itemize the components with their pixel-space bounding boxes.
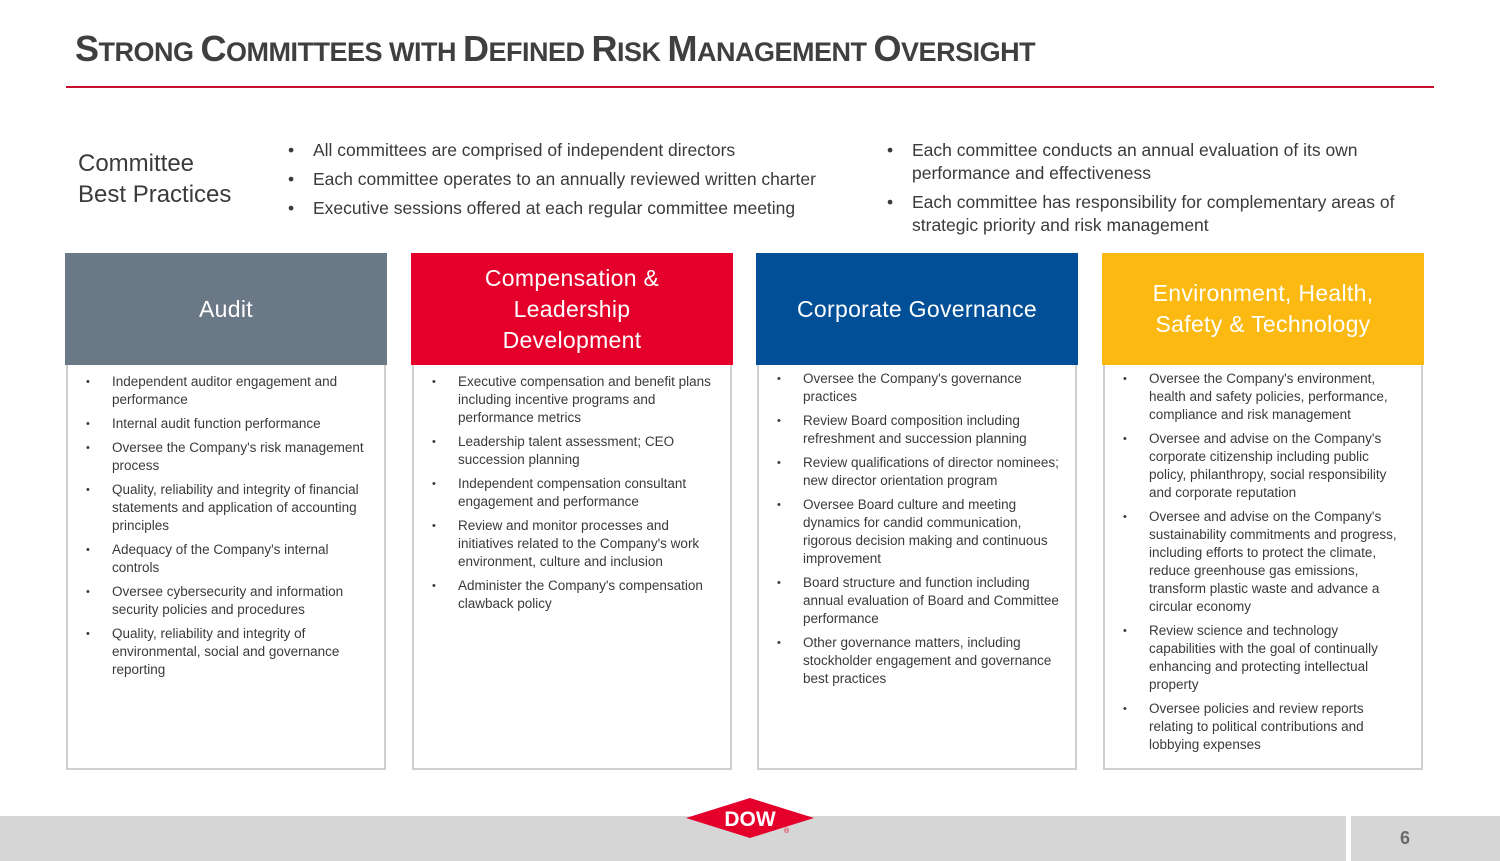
duty-item: • Oversee Board culture and meeting dynamics for candid communication, rigorous decision making and continuous improvement (759, 496, 1059, 568)
best-practices-list-right (883, 139, 1423, 243)
committee-title: Corporate Governance (797, 295, 1037, 322)
duty-item: • Quality, reliability and integrity of financial statements and application of accounting principles (68, 481, 368, 535)
title-word-4: RISK (591, 28, 668, 69)
duty-item: • Executive compensation and benefit plans including incentive programs and performance metrics (414, 373, 714, 427)
duty-item: • Leadership talent assessment; CEO succession planning (414, 433, 714, 469)
committee-card-ehst (1102, 253, 1424, 771)
best-practice-item: • Executive sessions offered at each regular committee meeting (284, 197, 884, 220)
committee-card-governance (756, 253, 1078, 771)
committee-title: Compensation & Leadership Development (484, 264, 660, 353)
dow-logo-registered-mark: ® (784, 828, 790, 835)
committee-body (757, 365, 1077, 770)
duty-item: • Board structure and function including annual evaluation of Board and Committee performance (759, 574, 1059, 628)
duty-item: • Internal audit function performance (68, 415, 368, 433)
committee-title: Audit (199, 295, 253, 322)
dow-logo-text: DOW (724, 808, 776, 831)
best-practices-label (78, 148, 231, 210)
committee-duties-list (1105, 370, 1405, 760)
page-number: 6 (1400, 828, 1411, 848)
committee-title: Environment, Health, Safety & Technology (1152, 280, 1374, 337)
committee-duties-list (68, 373, 368, 685)
title-word-5: MANAGEMENT (667, 28, 874, 69)
committee-body (412, 365, 732, 770)
title-underline (66, 86, 1434, 88)
duty-item: • Quality, reliability and integrity of environmental, social and governance reporting (68, 625, 368, 679)
title-word-2: COMMITTEES WITH (200, 28, 463, 69)
title-word-1: STRONG (75, 28, 201, 69)
committee-header (1102, 253, 1424, 365)
committee-card-audit (65, 253, 387, 771)
duty-item: • Oversee the Company's risk management process (68, 439, 368, 475)
committee-body (66, 365, 386, 770)
best-practice-item: • Each committee conducts an annual evaluation of its own performance and effectiveness (883, 139, 1423, 185)
duty-item: • Oversee and advise on the Company's sustainability commitments and progress, including efforts to protect the climate, reduce greenhouse gas emissions, transform plastic waste and advance a circular economy (1105, 508, 1405, 616)
duty-item: • Oversee the Company's governance practices (759, 370, 1059, 406)
committee-card-compensation (411, 253, 733, 771)
committee-header (65, 253, 387, 365)
page-title (75, 28, 1035, 70)
title-word-6: OVERSIGHT (873, 28, 1036, 69)
title-word-3: DEFINED (463, 28, 592, 69)
duty-item: • Independent compensation consultant engagement and performance (414, 475, 714, 511)
committee-duties-list (414, 373, 714, 619)
dow-logo (684, 796, 816, 840)
committee-body (1103, 365, 1423, 770)
duty-item: • Review science and technology capabilities with the goal of continually enhancing and protecting intellectual property (1105, 622, 1405, 694)
duty-item: • Other governance matters, including stockholder engagement and governance best practices (759, 634, 1059, 688)
committee-duties-list (759, 370, 1059, 694)
best-practice-item: • Each committee operates to an annually reviewed written charter (284, 168, 884, 191)
duty-item: • Oversee the Company's environment, health and safety policies, performance, compliance and risk management (1105, 370, 1405, 424)
duty-item: • Adequacy of the Company's internal controls (68, 541, 368, 577)
duty-item: • Review Board composition including refreshment and succession planning (759, 412, 1059, 448)
committee-header (756, 253, 1078, 365)
duty-item: • Review and monitor processes and initiatives related to the Company's work environment, culture and inclusion (414, 517, 714, 571)
best-practice-item: • Each committee has responsibility for complementary areas of strategic priority and risk management (883, 191, 1423, 237)
duty-item: • Administer the Company's compensation clawback policy (414, 577, 714, 613)
best-practice-item: • All committees are comprised of independent directors (284, 139, 884, 162)
duty-item: • Review qualifications of director nominees; new director orientation program (759, 454, 1059, 490)
best-practices-label-line2: Best Practices (78, 181, 232, 208)
footer-divider (1346, 816, 1351, 861)
best-practices-label-line1: Committee (78, 150, 195, 177)
best-practices-list-left (284, 139, 884, 226)
committee-header (411, 253, 733, 365)
duty-item: • Independent auditor engagement and performance (68, 373, 368, 409)
duty-item: • Oversee and advise on the Company's corporate citizenship including public policy, philanthropy, social responsibility and corporate reputation (1105, 430, 1405, 502)
duty-item: • Oversee cybersecurity and information security policies and procedures (68, 583, 368, 619)
duty-item: • Oversee policies and review reports relating to political contributions and lobbying expenses (1105, 700, 1405, 754)
